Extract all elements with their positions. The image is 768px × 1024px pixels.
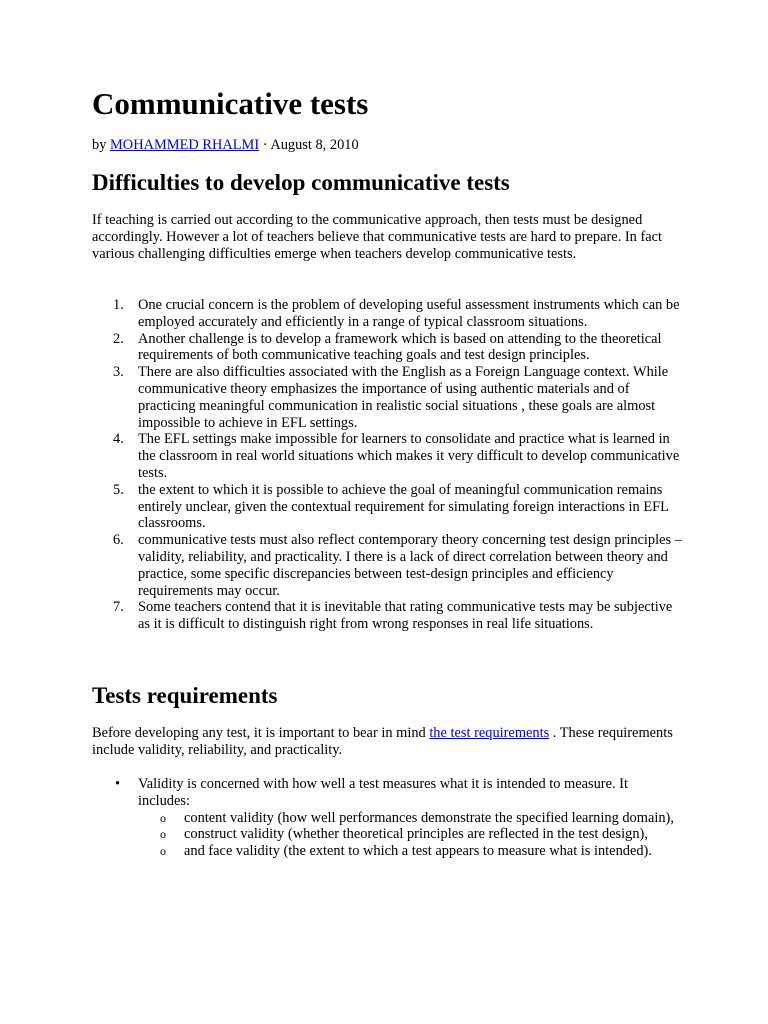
- list-item-number: 7.: [113, 599, 124, 616]
- intro-paragraph: If teaching is carried out according to the communicative approach, then tests must be designed accordingly. However a lot of teachers believe that communicative tests are hard to prepare. In fact various challenging difficulties emerge when teachers develop communicative tests.: [92, 212, 663, 262]
- publish-date: August 8, 2010: [270, 137, 359, 153]
- validity-sublist: [138, 810, 682, 860]
- list-item-number: 4.: [113, 431, 124, 448]
- sublist-item-text: content validity (how well performances demonstrate the specified learning domain),: [184, 809, 674, 826]
- validity-list: [92, 776, 682, 860]
- list-item: [92, 297, 682, 331]
- list-item: [92, 532, 682, 599]
- byline-separator: ·: [259, 137, 271, 153]
- list-item-text: Some teachers contend that it is inevitable that rating communicative tests may be subjective as it is difficult to distinguish right from wrong responses in real life situations.: [138, 599, 673, 633]
- list-item: [92, 364, 682, 431]
- circle-bullet-icon: o: [160, 844, 166, 859]
- circle-bullet-icon: o: [160, 810, 166, 825]
- list-item-number: 3.: [113, 364, 124, 381]
- sublist-item: [138, 810, 682, 827]
- sublist-item: [138, 826, 682, 843]
- list-item: [92, 776, 682, 860]
- list-item-text: communicative tests must also reflect contemporary theory concerning test design principles – validity, reliability, and practicality. I there is a lack of direct correlation between theory and practice, some specific discrepancies between test-design principles and efficiency requirements may occur.: [138, 532, 682, 599]
- section-heading-requirements: Tests requirements: [92, 683, 278, 708]
- difficulties-list: [92, 297, 682, 633]
- byline: [92, 136, 359, 154]
- list-item: [92, 331, 682, 365]
- sublist-item: [138, 843, 682, 860]
- list-item: [92, 431, 682, 481]
- sublist-item-text: and face validity (the extent to which a test appears to measure what is intended).: [184, 843, 652, 860]
- list-item-number: 6.: [113, 532, 124, 549]
- section-heading-difficulties: Difficulties to develop communicative tests: [92, 170, 510, 195]
- requirements-paragraph: [92, 725, 682, 759]
- list-item-number: 5.: [113, 481, 124, 498]
- author-link[interactable]: MOHAMMED RHALMI: [110, 137, 260, 153]
- test-requirements-link[interactable]: the test requirements: [429, 725, 550, 741]
- list-item-number: 1.: [113, 297, 124, 313]
- list-item: [92, 599, 682, 633]
- page-title: Communicative tests: [92, 86, 369, 121]
- byline-prefix: by: [92, 137, 110, 153]
- bullet-icon: •: [115, 776, 121, 792]
- list-item-text: the extent to which it is possible to achieve the goal of meaningful communication remains entirely unclear, given the contextual requirement for simulating foreign interactions in EFL classrooms.: [138, 481, 669, 532]
- list-item-text: Another challenge is to develop a framework which is based on attending to the theoretical requirements of both communicative teaching goals and test design principles.: [138, 330, 662, 364]
- list-item: [92, 482, 682, 532]
- validity-intro: Validity is concerned with how well a test measures what it is intended to measure. It includes:: [138, 776, 628, 809]
- requirements-text-before: Before developing any test, it is important to bear in mind: [92, 725, 430, 741]
- list-item-text: One crucial concern is the problem of developing useful assessment instruments which can be employed accurately and efficiently in a range of typical classroom situations.: [138, 297, 680, 330]
- sublist-item-text: construct validity (whether theoretical principles are reflected in the test design),: [184, 826, 648, 843]
- list-item-number: 2.: [113, 330, 124, 347]
- circle-bullet-icon: o: [160, 827, 166, 842]
- list-item-text: There are also difficulties associated with the English as a Foreign Language context. While communicative theory emphasizes the importance of using authentic materials and of practicing meaningful communication in realistic social situations , these goals are almost impossible to achieve in EFL settings.: [138, 364, 669, 431]
- requirements-text-after: . These requirements include validity, reliability, and practicality.: [92, 725, 673, 758]
- list-item-text: The EFL settings make impossible for learners to consolidate and practice what is learned in the classroom in real world situations which makes it very difficult to develop communicative tests.: [138, 431, 680, 481]
